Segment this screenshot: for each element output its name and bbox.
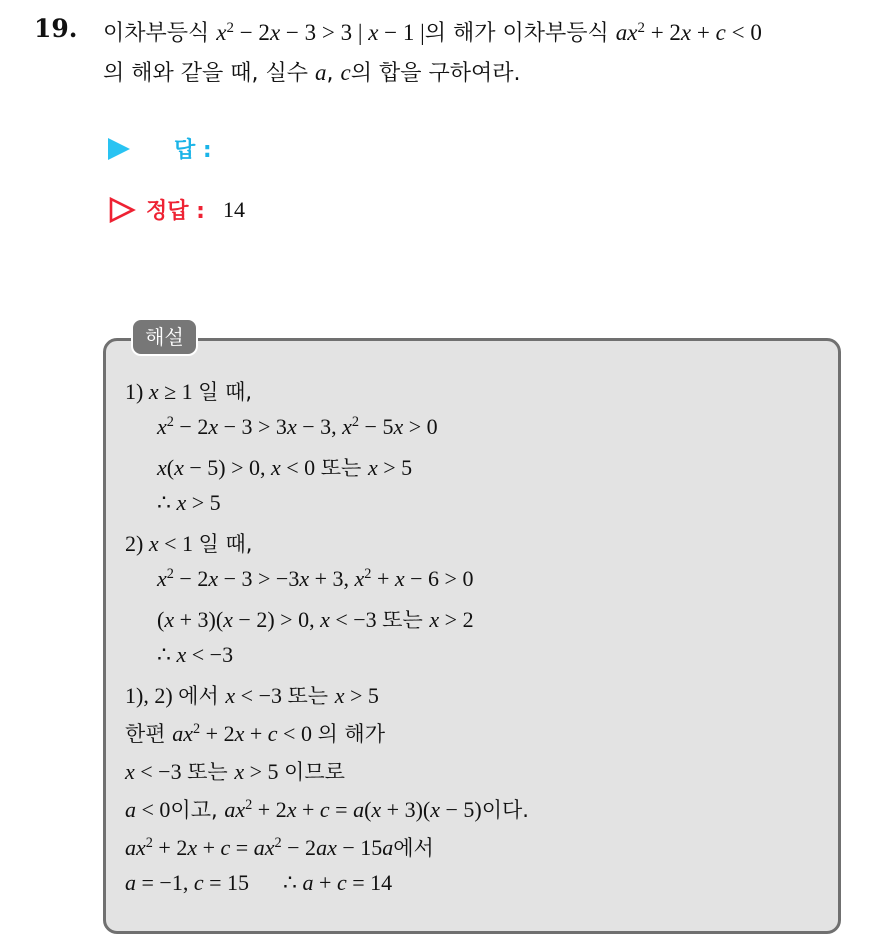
solution-line-3: x(x − 5) > 0, x < 0 또는 x > 5 xyxy=(157,455,413,480)
solution-line-7: (x + 3)(x − 2) > 0, x < −3 또는 x > 2 xyxy=(157,607,474,632)
solution-line-14: a = −1, c = 15 ∴ a + c = 14 xyxy=(125,870,393,895)
correct-answer-value: 14 xyxy=(222,196,245,222)
solution-line-12: a < 0이고, $ax^2 + 2x + c = a(x + 3)(x - 5)$이다. xyxy=(125,797,529,822)
solution-line-5: 2) x < 1 일 때, xyxy=(125,531,253,556)
solution-line-1: 1) x ≥ 1 일 때, xyxy=(125,379,253,404)
play-filled-icon xyxy=(108,138,130,160)
solution-line-6: $x^2 - 2x - 3 > -3x + 3$, $x^2 + x - 6 > 0$ xyxy=(157,566,474,591)
play-outline-icon xyxy=(108,197,136,223)
solution-line-10: 한편 $ax^2 + 2x + c < 0$ 의 해가 xyxy=(125,721,386,746)
question-math: $ax^2 + 2x + c < 0$ xyxy=(615,19,762,45)
question-number: 19. xyxy=(34,14,78,43)
question-math: $x^2 - 2x - 3 > 3$ | x − 1 | xyxy=(216,19,425,45)
solution-line-4: ∴ x > 5 xyxy=(157,490,221,515)
correct-answer-row xyxy=(108,194,245,225)
solution-tab: 해설 xyxy=(131,318,198,356)
question-line-2: 의 해와 같을 때, 실수 a, c의 합을 구하여라. xyxy=(103,60,521,86)
solution-line-9: 1), 2) 에서 x < −3 또는 x > 5 xyxy=(125,683,379,708)
question-text: 이차부등식 xyxy=(103,21,217,46)
solution-line-13: $ax^2 + 2x + c = ax^2 - 2ax - 15a$에서 xyxy=(125,835,434,860)
question-line-1 xyxy=(103,16,762,47)
solution-line-8: ∴ x < −3 xyxy=(157,642,234,667)
answer-row xyxy=(108,133,212,164)
solution-line-11: x < −3 또는 x > 5 이므로 xyxy=(125,759,345,784)
correct-answer-label: 정답 : xyxy=(146,199,205,224)
solution-line-2: $x^2 - 2x - 3 > 3x - 3$, $x^2 - 5x > 0$ xyxy=(157,414,438,439)
question-text: 의 해가 이차부등식 xyxy=(424,21,616,46)
answer-label: 답 : xyxy=(174,138,212,163)
